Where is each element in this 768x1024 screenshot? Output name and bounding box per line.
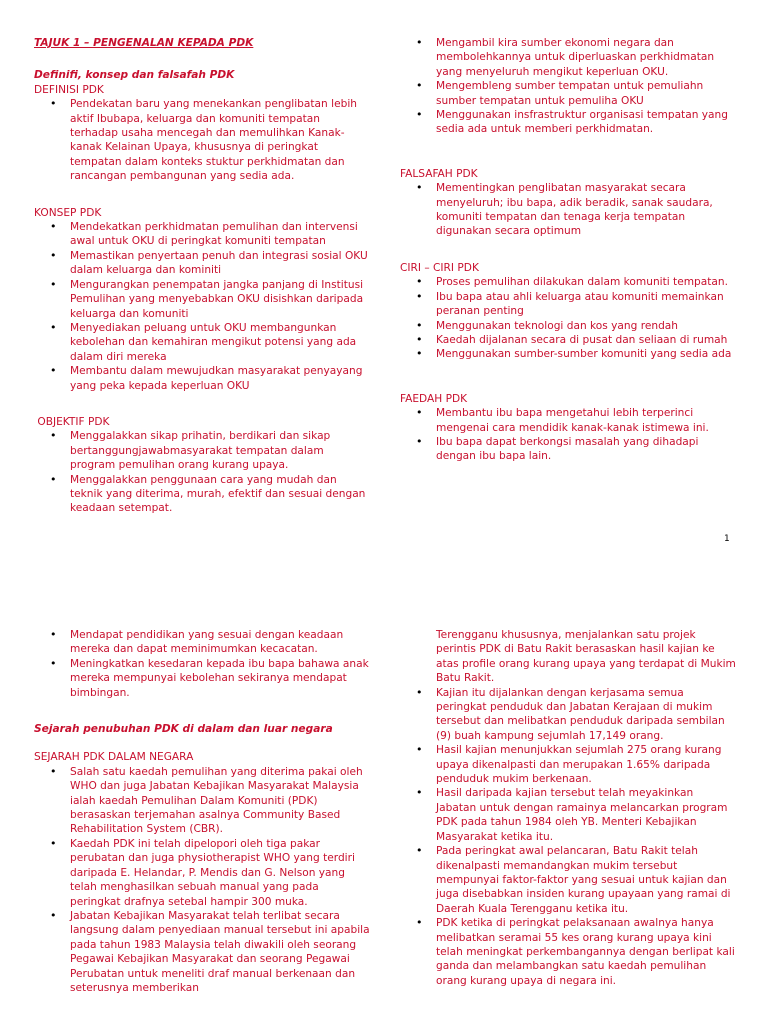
list-item: • Membantu dalam mewujudkan masyarakat penyayang yang peka kepada keperluan OKU [70,364,370,393]
ciri-list [400,275,736,361]
document-page-2 [0,552,768,1024]
list-item: • PDK ketika di peringkat pelaksanaan awalnya hanya melibatkan seramai 55 kes orang kurang upaya kini telah meningkat perkembangannya dengan berlipat kali ganda dan melambangkan satu kaedah pemulihan orang kurang upaya di negara ini. [436,916,736,988]
list-item: • Hasil daripada kajian tersebut telah meyakinkan Jabatan untuk dengan ramainya melancarkan program PDK pada tahun 1984 oleh YB. Menteri Kebajikan Masyarakat ketika itu. [436,786,736,844]
definisi-heading: DEFINISI PDK [34,83,104,96]
faedah-heading: FAEDAH PDK [400,392,468,405]
sejarah-title: Sejarah penubuhan PDK di dalam dan luar negara [34,723,333,736]
list-item: • Membantu ibu bapa mengetahui lebih terperinci mengenai cara mendidik kanak-kanak istimewa ini. [436,406,736,435]
list-item: • Jabatan Kebajikan Masyarakat telah terlibat secara langsung dalam penyediaan manual tersebut ini apabila pada tahun 1983 Malaysia telah diwakili oleh seorang Pegawai Kebajikan Masyarakat dan seorang Pegawai Perubatan untuk meneliti draf manual berkenaan dan seterusnya memberikan [70,909,370,995]
list-item: • Kajian itu dijalankan dengan kerjasama semua peringkat penduduk dan Jabatan Kerajaan di mukim tersebut dan melibatkan penduduk daripada sembilan (9) buah kampung sejumlah 17,149 orang. [436,686,736,744]
konsep-heading: KONSEP PDK [34,206,102,219]
list-item: • Mengurangkan penempatan jangka panjang di Institusi Pemulihan yang menyebabkan OKU disishkan daripada keluarga dan komuniti [70,278,370,321]
list-item: • Menggalakkan sikap prihatin, berdikari dan sikap bertanggungjawabmasyarakat tempatan dalam program pemulihan orang kurang upaya. [70,429,370,472]
page2-right-column [400,628,736,988]
list-item: • Meningkatkan kesedaran kepada ibu bapa bahawa anak mereka mempunyai kebolehan sekiranya mendapat bimbingan. [70,657,370,700]
continuation-paragraph: Terengganu khususnya, menjalankan satu projek perintis PDK di Batu Rakit berasaskan hasil kajian ke atas profile orang kurang upaya yang terdapat di Mukim Batu Rakit. [436,629,736,685]
list-item: • Mengembleng sumber tempatan untuk pemuliahn sumber tempatan untuk pemuliha OKU [436,79,736,108]
list-item: • Menggunakan insfrastruktur organisasi tempatan yang sedia ada untuk memberi perkhidmatan. [436,108,736,137]
faedah-continued-list [34,628,370,700]
objektif-heading: OBJEKTIF PDK [34,415,110,428]
section-subtitle: Definifi, konsep dan falsafah PDK [34,69,235,82]
konsep-list [34,220,370,393]
list-item: • Mendapat pendidikan yang sesuai dengan keadaan mereka dan dapat meminimumkan kecacatan. [70,628,370,657]
list-item: • Menggunakan teknologi dan kos yang rendah [436,319,736,333]
list-item: • Mengambil kira sumber ekonomi negara dan membolehkannya untuk diperluaskan perkhidmatan yang menyeluruh mengikut keperluan OKU. [436,36,736,79]
list-item: • Pada peringkat awal pelancaran, Batu Rakit telah dikenalpasti memandangkan mukim tersebut mempunyai faktor-faktor yang sesuai untuk kajian dan juga disebabkan insiden kurang upayaan yang ramai di Daerah Kuala Terengganu ketika itu. [436,844,736,916]
list-item: • Mementingkan penglibatan masyarakat secara menyeluruh; ibu bapa, adik beradik, sanak saudara, komuniti tempatan dan tenaga kerja tempatan digunakan secara optimum [436,181,736,239]
list-item: • Mendekatkan perkhidmatan pemulihan dan intervensi awal untuk OKU di peringkat komuniti tempatan [70,220,370,249]
sejarah-list [34,765,370,996]
document-title: TAJUK 1 – PENGENALAN KEPADA PDK [34,37,254,49]
falsafah-heading: FALSAFAH PDK [400,167,478,180]
page-number: 1 [724,534,730,544]
objektif-continued-list [400,36,736,137]
list-item: • Kaedah dijalanan secara di pusat dan seliaan di rumah [436,333,736,347]
page2-left-column [34,628,370,995]
page1-right-column [400,36,736,464]
page1-left-column [34,36,370,516]
list-item: • Proses pemulihan dilakukan dalam komuniti tempatan. [436,275,736,289]
list-item: • Menggunakan sumber-sumber komuniti yang sedia ada [436,347,736,361]
list-item: • Ibu bapa atau ahli keluarga atau komuniti memainkan peranan penting [436,290,736,319]
objektif-list [34,429,370,515]
list-item: • Menggalakkan penggunaan cara yang mudah dan teknik yang diterima, murah, efektif dan sesuai dengan keadaan setempat. [70,473,370,516]
definisi-list [34,97,370,183]
ciri-heading: CIRI – CIRI PDK [400,261,479,274]
list-item: • Menyediakan peluang untuk OKU membangunkan kebolehan dan kemahiran mengikut potensi yang ada dalam diri mereka [70,321,370,364]
falsafah-list [400,181,736,239]
list-item: • Salah satu kaedah pemulihan yang diterima pakai oleh WHO dan juga Jabatan Kebajikan Masyarakat Malaysia ialah kaedah Pemulihan Dalam Komuniti (PDK) berasaskan terjemahan asalnya Community Based Rehabilitation System (CBR). [70,765,370,837]
list-item: • Ibu bapa dapat berkongsi masalah yang dihadapi dengan ibu bapa lain. [436,435,736,464]
faedah-list [400,406,736,464]
list-item: • Pendekatan baru yang menekankan penglibatan lebih aktif Ibubapa, keluarga dan komuniti tempatan terhadap usaha mencegah dan memulihkan Kanak- kanak Kelainan Upaya, khususnya di peringkat tempatan dalam konteks stuktur perkhidmatan dan rancangan pembangunan yang sedia ada. [70,97,370,183]
sejarah-heading: SEJARAH PDK DALAM NEGARA [34,751,194,764]
sejarah-continued-list [400,686,736,989]
list-item: • Memastikan penyertaan penuh dan integrasi sosial OKU dalam keluarga dan kominiti [70,249,370,278]
list-item: • Hasil kajian menunjukkan sejumlah 275 orang kurang upaya dikenalpasti dan merupakan 1.65% daripada penduduk mukim berkenaan. [436,743,736,786]
list-item: • Kaedah PDK ini telah dipelopori oleh tiga pakar perubatan dan juga physiotherapist WHO yang terdiri daripada E. Helandar, P. Mendis dan G. Nelson yang telah menghasilkan sebuah manual yang pada peringkat drafnya setebal hampir 300 muka. [70,837,370,909]
